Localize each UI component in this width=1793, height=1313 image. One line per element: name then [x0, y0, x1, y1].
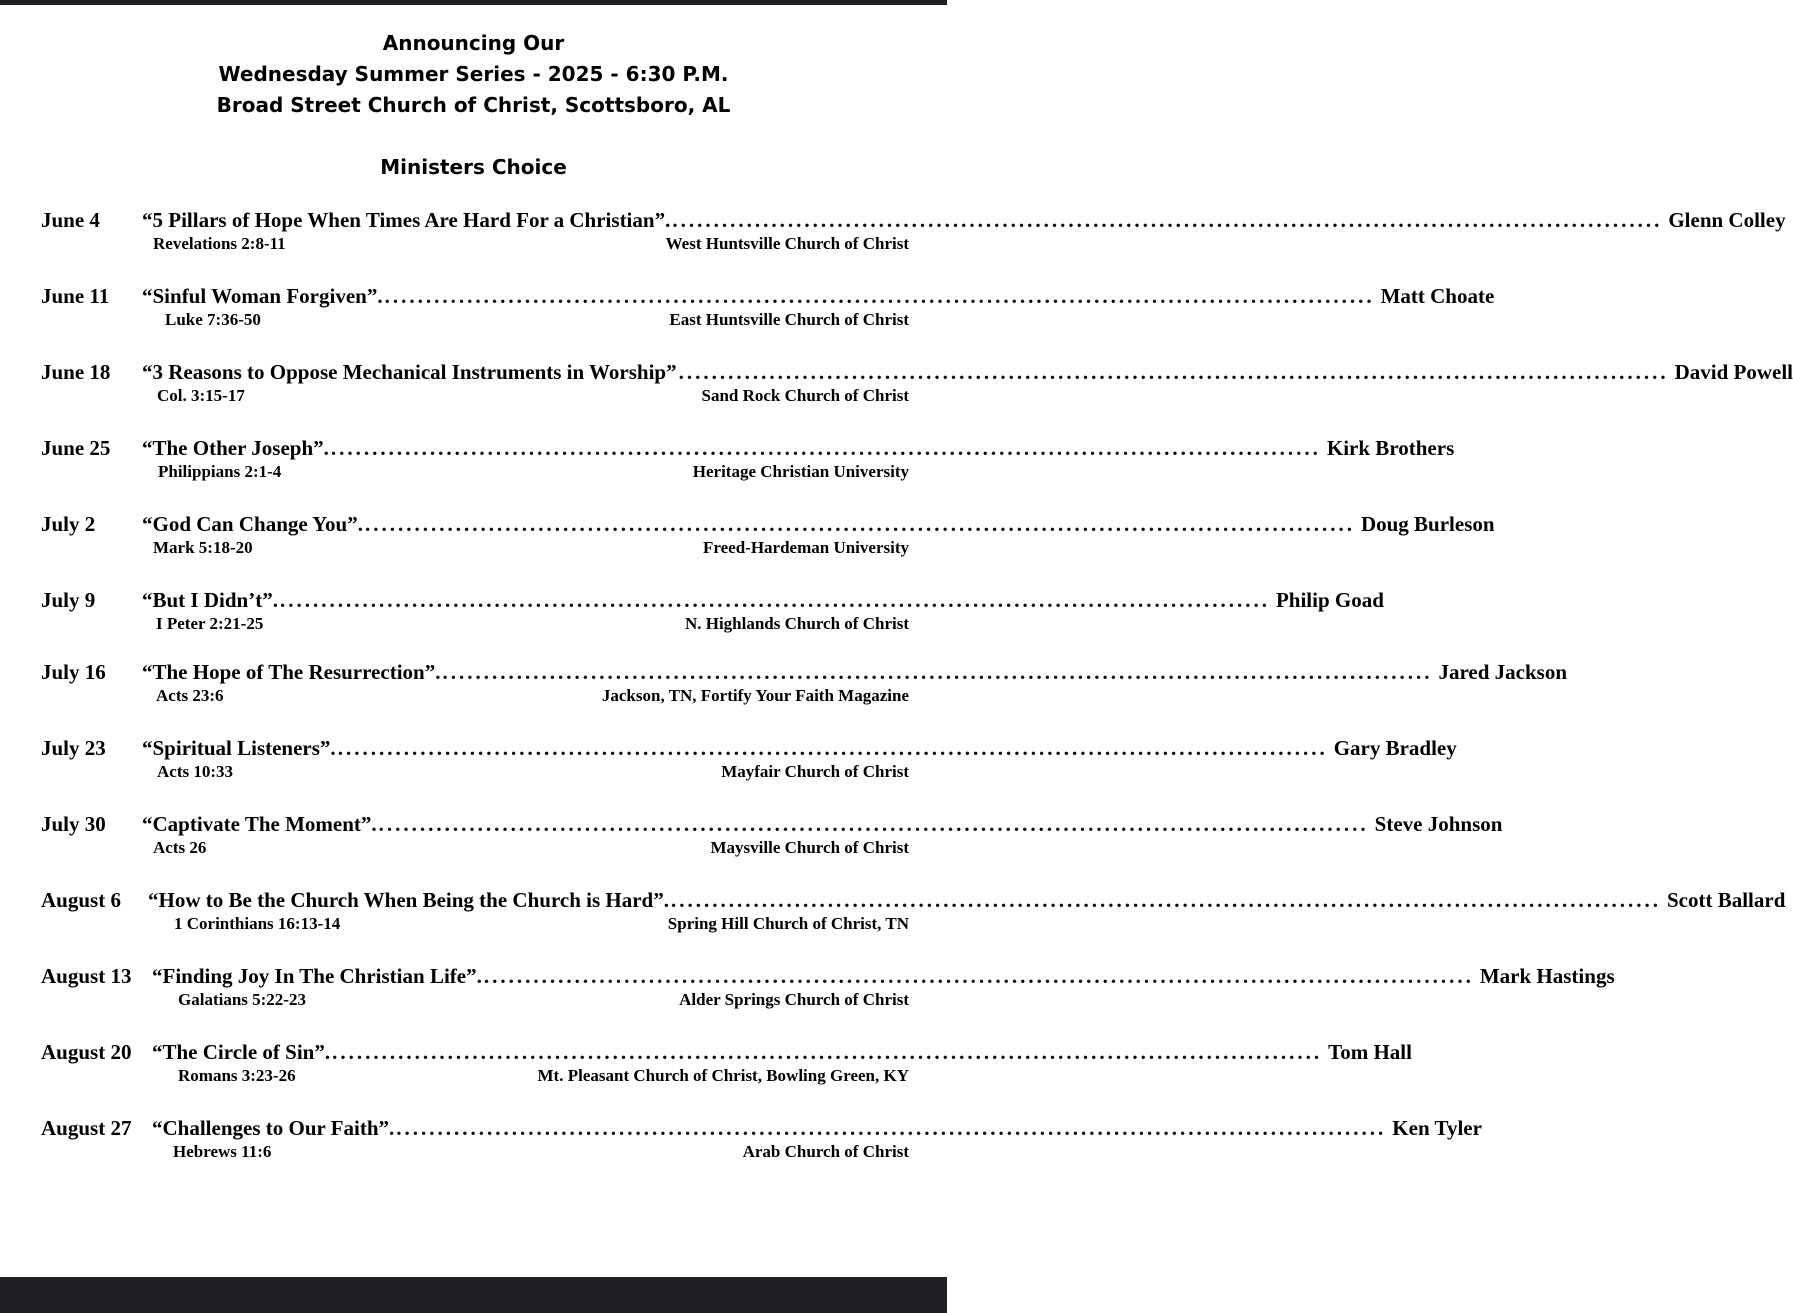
header-line-2: Wednesday Summer Series - 2025 - 6:30 P.M. — [218, 62, 729, 86]
entry-date: July 2 — [41, 512, 96, 536]
speaker-name: David Powell — [1674, 360, 1793, 384]
entry-date: August 13 — [41, 964, 132, 988]
dot-leader: ........................................................................................................................ — [330, 436, 1321, 460]
speaker-congregation: Mayfair Church of Christ — [721, 762, 909, 781]
entry-date: August 6 — [41, 888, 121, 912]
dot-leader: ........................................................................................................................ — [384, 284, 1375, 308]
speaker-congregation: Jackson, TN, Fortify Your Faith Magazine — [601, 686, 909, 705]
schedule-entry — [0, 435, 1455, 495]
entry-title-line — [142, 811, 1503, 837]
speaker-name: Kirk Brothers — [1326, 436, 1455, 460]
entry-date: August 27 — [41, 1116, 132, 1140]
speaker-congregation: Maysville Church of Christ — [710, 838, 909, 857]
dot-leader: ........................................................................................................................ — [442, 660, 1433, 684]
scripture-reference: Revelations 2:8-11 — [153, 234, 286, 253]
sermon-title: “3 Reasons to Oppose Mechanical Instruments in Worship” — [142, 360, 677, 384]
schedule-entry — [0, 283, 1495, 343]
dot-leader: ........................................................................................................................ — [678, 360, 1669, 384]
sermon-title: “5 Pillars of Hope When Times Are Hard For a Christian”. — [142, 208, 671, 232]
speaker-name: Philip Goad — [1275, 588, 1384, 612]
speaker-congregation: Sand Rock Church of Christ — [701, 386, 909, 405]
scripture-reference: Acts 10:33 — [157, 762, 234, 781]
entry-date: July 16 — [41, 660, 106, 684]
entry-title-line — [148, 887, 1786, 913]
speaker-name: Jared Jackson — [1438, 660, 1568, 684]
speaker-congregation: Mt. Pleasant Church of Christ, Bowling Green, KY — [537, 1066, 909, 1085]
sermon-title: “Captivate The Moment”. — [142, 812, 377, 836]
entry-title-line — [152, 1039, 1412, 1065]
entry-title-line — [142, 207, 1786, 233]
schedule-entry — [0, 587, 1384, 647]
speaker-name: Ken Tyler — [1392, 1116, 1482, 1140]
entry-date: August 20 — [41, 1040, 132, 1064]
sermon-title: “How to Be the Church When Being the Church is Hard”. — [148, 888, 669, 912]
scripture-reference: Philippians 2:1-4 — [158, 462, 282, 481]
scripture-reference: 1 Corinthians 16:13-14 — [174, 914, 341, 933]
scripture-reference: Col. 3:15-17 — [157, 386, 245, 405]
entry-date: July 23 — [41, 736, 106, 760]
dot-leader: ........................................................................................................................ — [672, 208, 1663, 232]
speaker-congregation: N. Highlands Church of Christ — [684, 614, 909, 633]
schedule-entry — [0, 1039, 1412, 1099]
speaker-congregation: Heritage Christian University — [692, 462, 909, 481]
sermon-title: “Finding Joy In The Christian Life”. — [152, 964, 482, 988]
speaker-name: Matt Choate — [1380, 284, 1495, 308]
speaker-congregation: Freed-Hardeman University — [702, 538, 909, 557]
sermon-title: “The Other Joseph”. — [142, 436, 329, 460]
schedule-entry — [0, 659, 1568, 719]
entry-date: June 4 — [41, 208, 100, 232]
dot-leader: ........................................................................................................................ — [670, 888, 1661, 912]
scripture-reference: Acts 26 — [153, 838, 207, 857]
speaker-congregation: West Huntsville Church of Christ — [665, 234, 909, 253]
sermon-title: “The Circle of Sin”. — [152, 1040, 331, 1064]
entry-title-line — [152, 963, 1615, 989]
schedule-entry — [0, 511, 1495, 571]
speaker-name: Mark Hastings — [1479, 964, 1615, 988]
bottom-border — [0, 1277, 947, 1313]
schedule-entry — [0, 735, 1457, 795]
entry-date: June 11 — [41, 284, 110, 308]
speaker-name: Steve Johnson — [1374, 812, 1503, 836]
sermon-title: “Challenges to Our Faith”. — [152, 1116, 395, 1140]
speaker-congregation: Spring Hill Church of Christ, TN — [667, 914, 909, 933]
dot-leader: ........................................................................................................................ — [337, 736, 1328, 760]
top-border — [0, 0, 947, 5]
entry-title-line — [142, 435, 1455, 461]
dot-leader: ........................................................................................................................ — [483, 964, 1474, 988]
scripture-reference: Hebrews 11:6 — [173, 1142, 272, 1161]
entry-title-line — [142, 587, 1384, 613]
announcement-header — [0, 28, 947, 121]
speaker-name: Scott Ballard — [1666, 888, 1786, 912]
entry-date: June 18 — [41, 360, 111, 384]
entry-title-line — [142, 511, 1495, 537]
speaker-name: Tom Hall — [1328, 1040, 1412, 1064]
speaker-congregation: Arab Church of Christ — [742, 1142, 909, 1161]
dot-leader: ........................................................................................................................ — [364, 512, 1355, 536]
schedule-entry — [0, 811, 1503, 871]
scripture-reference: Acts 23:6 — [156, 686, 224, 705]
series-subtitle: Ministers Choice — [380, 155, 567, 179]
speaker-congregation: Alder Springs Church of Christ — [679, 990, 909, 1009]
dot-leader: ........................................................................................................................ — [378, 812, 1369, 836]
schedule-entry — [0, 207, 1786, 267]
sermon-title: “God Can Change You”. — [142, 512, 363, 536]
scripture-reference: I Peter 2:21-25 — [156, 614, 264, 633]
header-line-1: Announcing Our — [382, 31, 565, 55]
dot-leader: ........................................................................................................................ — [332, 1040, 1323, 1064]
schedule-entry — [0, 359, 1793, 419]
sermon-title: “Spiritual Listeners”. — [142, 736, 336, 760]
scripture-reference: Galatians 5:22-23 — [178, 990, 306, 1009]
scripture-reference: Luke 7:36-50 — [165, 310, 261, 329]
sermon-title: “Sinful Woman Forgiven”. — [142, 284, 383, 308]
speaker-name: Gary Bradley — [1333, 736, 1457, 760]
speaker-name: Glenn Colley — [1668, 208, 1786, 232]
schedule-entry — [0, 887, 1786, 947]
entry-title-line — [142, 283, 1495, 309]
entry-title-line — [142, 659, 1568, 685]
speaker-congregation: East Huntsville Church of Christ — [669, 310, 909, 329]
schedule-entry — [0, 1115, 1482, 1175]
scripture-reference: Mark 5:18-20 — [153, 538, 253, 557]
entry-title-line — [142, 735, 1457, 761]
sermon-title: “The Hope of The Resurrection”. — [142, 660, 441, 684]
entry-title-line — [142, 359, 1793, 385]
speaker-name: Doug Burleson — [1360, 512, 1495, 536]
dot-leader: ........................................................................................................................ — [279, 588, 1270, 612]
dot-leader: ........................................................................................................................ — [396, 1116, 1387, 1140]
header-line-3: Broad Street Church of Christ, Scottsboro, AL — [216, 93, 731, 117]
entry-date: June 25 — [41, 436, 111, 460]
schedule-entry — [0, 963, 1615, 1023]
entry-date: July 9 — [41, 588, 96, 612]
entry-title-line — [152, 1115, 1482, 1141]
sermon-title: “But I Didn’t”. — [142, 588, 278, 612]
scripture-reference: Romans 3:23-26 — [178, 1066, 296, 1085]
entry-date: July 30 — [41, 812, 106, 836]
